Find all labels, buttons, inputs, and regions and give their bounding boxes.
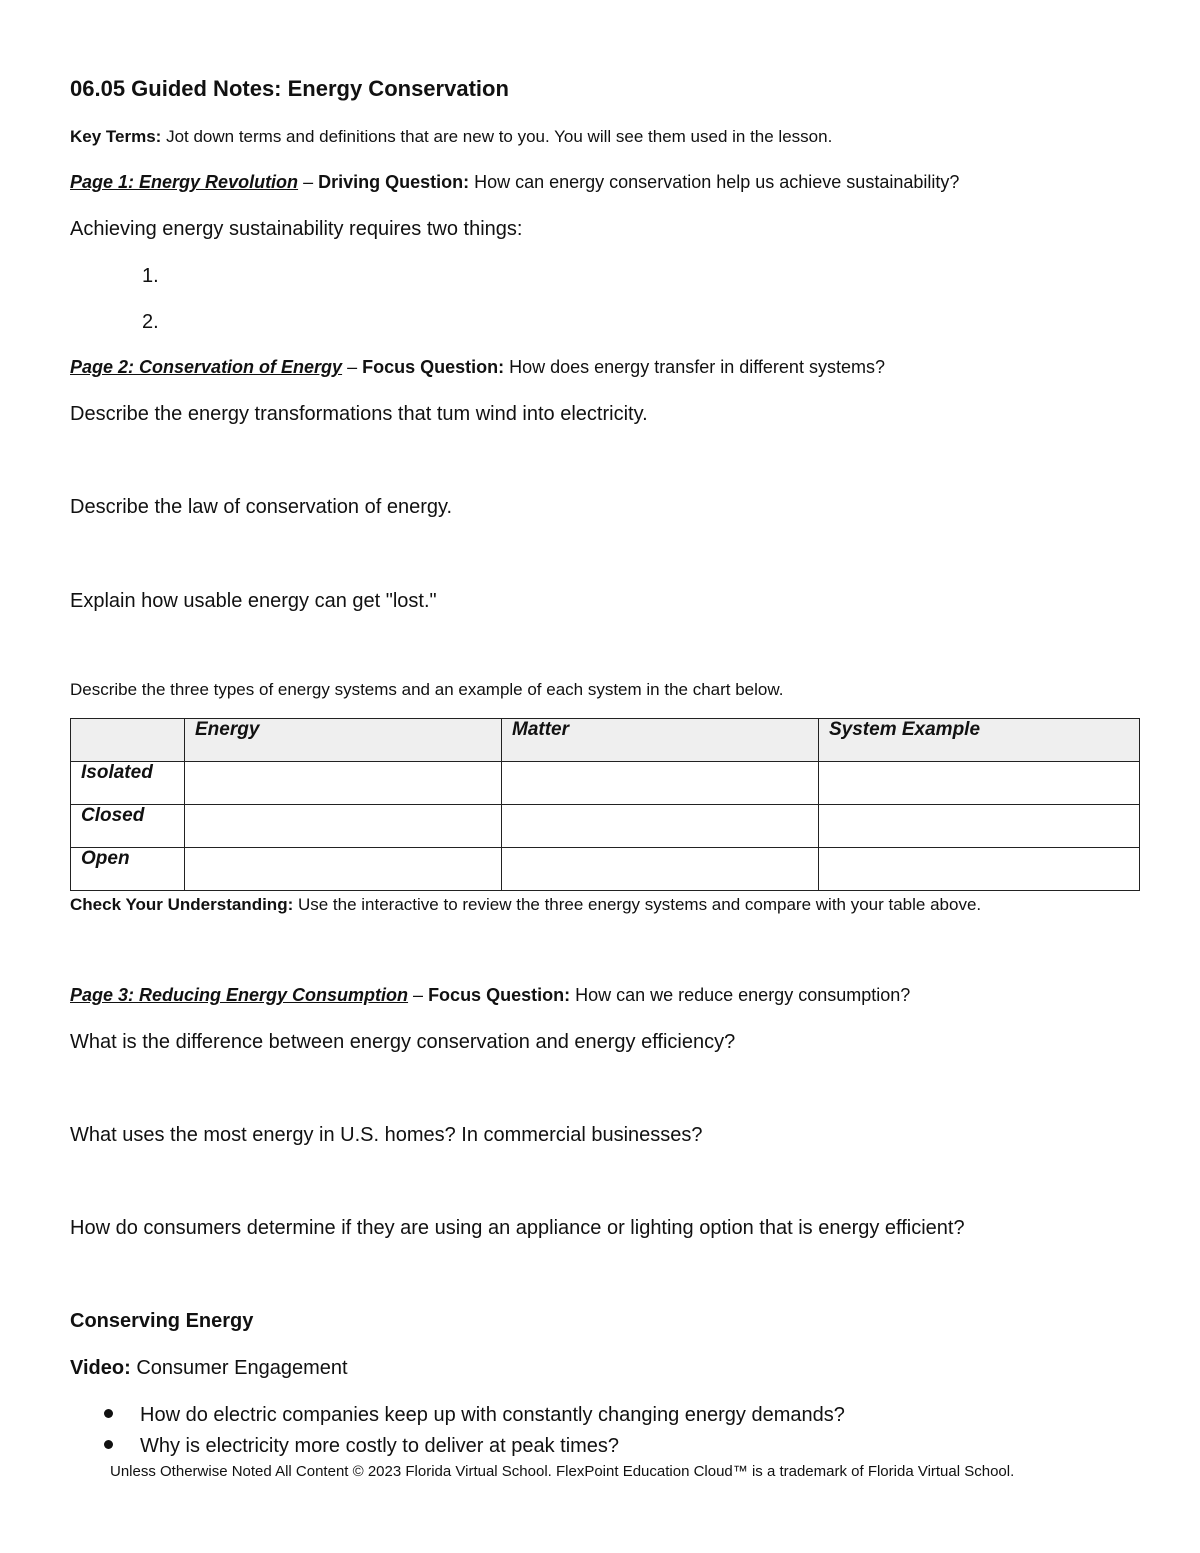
video-title: Consumer Engagement — [130, 1357, 348, 1379]
key-terms-label: Key Terms: — [70, 127, 162, 146]
list-item — [104, 1435, 619, 1458]
energy-systems-table — [70, 718, 1140, 891]
table-header-matter: Matter — [502, 719, 819, 762]
page1-heading-line — [70, 172, 959, 193]
focus-question-text: How can we reduce energy consumption? — [570, 985, 911, 1005]
page2-heading-line — [70, 357, 885, 378]
bullet-icon — [104, 1409, 113, 1418]
list-item-1: 1. — [142, 265, 159, 287]
table-cell[interactable] — [819, 762, 1140, 805]
question-energy-efficient-appliance: How do consumers determine if they are using an appliance or lighting option that is energy efficient? — [70, 1217, 965, 1239]
page3-heading: Page 3: Reducing Energy Consumption — [70, 985, 409, 1005]
table-header-system-example: System Example — [819, 719, 1140, 762]
row-label-open: Open — [71, 848, 185, 891]
table-header-energy: Energy — [185, 719, 502, 762]
table-cell[interactable] — [819, 848, 1140, 891]
conserving-energy-heading: Conserving Energy — [70, 1310, 254, 1332]
table-cell[interactable] — [502, 805, 819, 848]
row-label-closed: Closed — [71, 805, 185, 848]
table-cell[interactable] — [502, 762, 819, 805]
table-header-cell — [71, 719, 185, 762]
table-cell[interactable] — [185, 805, 502, 848]
table-cell[interactable] — [819, 805, 1140, 848]
table-row-closed — [71, 805, 1140, 848]
video-label: Video: — [70, 1357, 131, 1379]
bullet-icon — [104, 1440, 113, 1449]
focus-question-label: Focus Question: — [362, 357, 505, 377]
bullet-text: How do electric companies keep up with constantly changing energy demands? — [140, 1404, 845, 1426]
separator: – — [298, 172, 319, 192]
footer-copyright: Unless Otherwise Noted All Content © 2023 Florida Virtual School. FlexPoint Education Cloud™ is a trademark of Florida Virtual School. — [110, 1463, 1015, 1480]
question-usable-energy-lost: Explain how usable energy can get "lost." — [70, 590, 437, 612]
video-line — [70, 1357, 348, 1380]
row-label-isolated: Isolated — [71, 762, 185, 805]
page2-heading: Page 2: Conservation of Energy — [70, 357, 343, 377]
driving-question-label: Driving Question: — [318, 172, 470, 192]
chart-prompt: Describe the three types of energy systems and an example of each system in the chart below. — [70, 680, 784, 699]
question-conservation-vs-efficiency: What is the difference between energy conservation and energy efficiency? — [70, 1031, 736, 1053]
driving-question-text: How can energy conservation help us achieve sustainability? — [469, 172, 960, 192]
separator: – — [408, 985, 429, 1005]
check-understanding-label: Check Your Understanding: — [70, 895, 294, 914]
separator: – — [342, 357, 363, 377]
question-most-energy-use: What uses the most energy in U.S. homes? In commercial businesses? — [70, 1124, 703, 1146]
table-row-isolated — [71, 762, 1140, 805]
focus-question-text: How does energy transfer in different systems? — [504, 357, 885, 377]
check-understanding-text: Use the interactive to review the three energy systems and compare with your table above. — [293, 895, 982, 914]
list-item — [104, 1404, 845, 1427]
focus-question-label: Focus Question: — [428, 985, 571, 1005]
key-terms-line — [70, 127, 832, 147]
key-terms-text: Jot down terms and definitions that are new to you. You will see them used in the lesson. — [161, 127, 833, 146]
table-cell[interactable] — [502, 848, 819, 891]
table-row-open — [71, 848, 1140, 891]
check-understanding-line — [70, 895, 981, 915]
list-item-2: 2. — [142, 311, 159, 333]
table-header-row — [71, 719, 1140, 762]
page1-heading: Page 1: Energy Revolution — [70, 172, 299, 192]
table-cell[interactable] — [185, 762, 502, 805]
question-law-of-conservation: Describe the law of conservation of energy. — [70, 496, 453, 518]
page-title: 06.05 Guided Notes: Energy Conservation — [70, 76, 509, 101]
table-cell[interactable] — [185, 848, 502, 891]
question-energy-transformations: Describe the energy transformations that tum wind into electricity. — [70, 403, 648, 425]
sustainability-prompt: Achieving energy sustainability requires two things: — [70, 218, 523, 240]
page3-heading-line — [70, 985, 910, 1006]
bullet-text: Why is electricity more costly to deliver at peak times? — [140, 1435, 620, 1457]
